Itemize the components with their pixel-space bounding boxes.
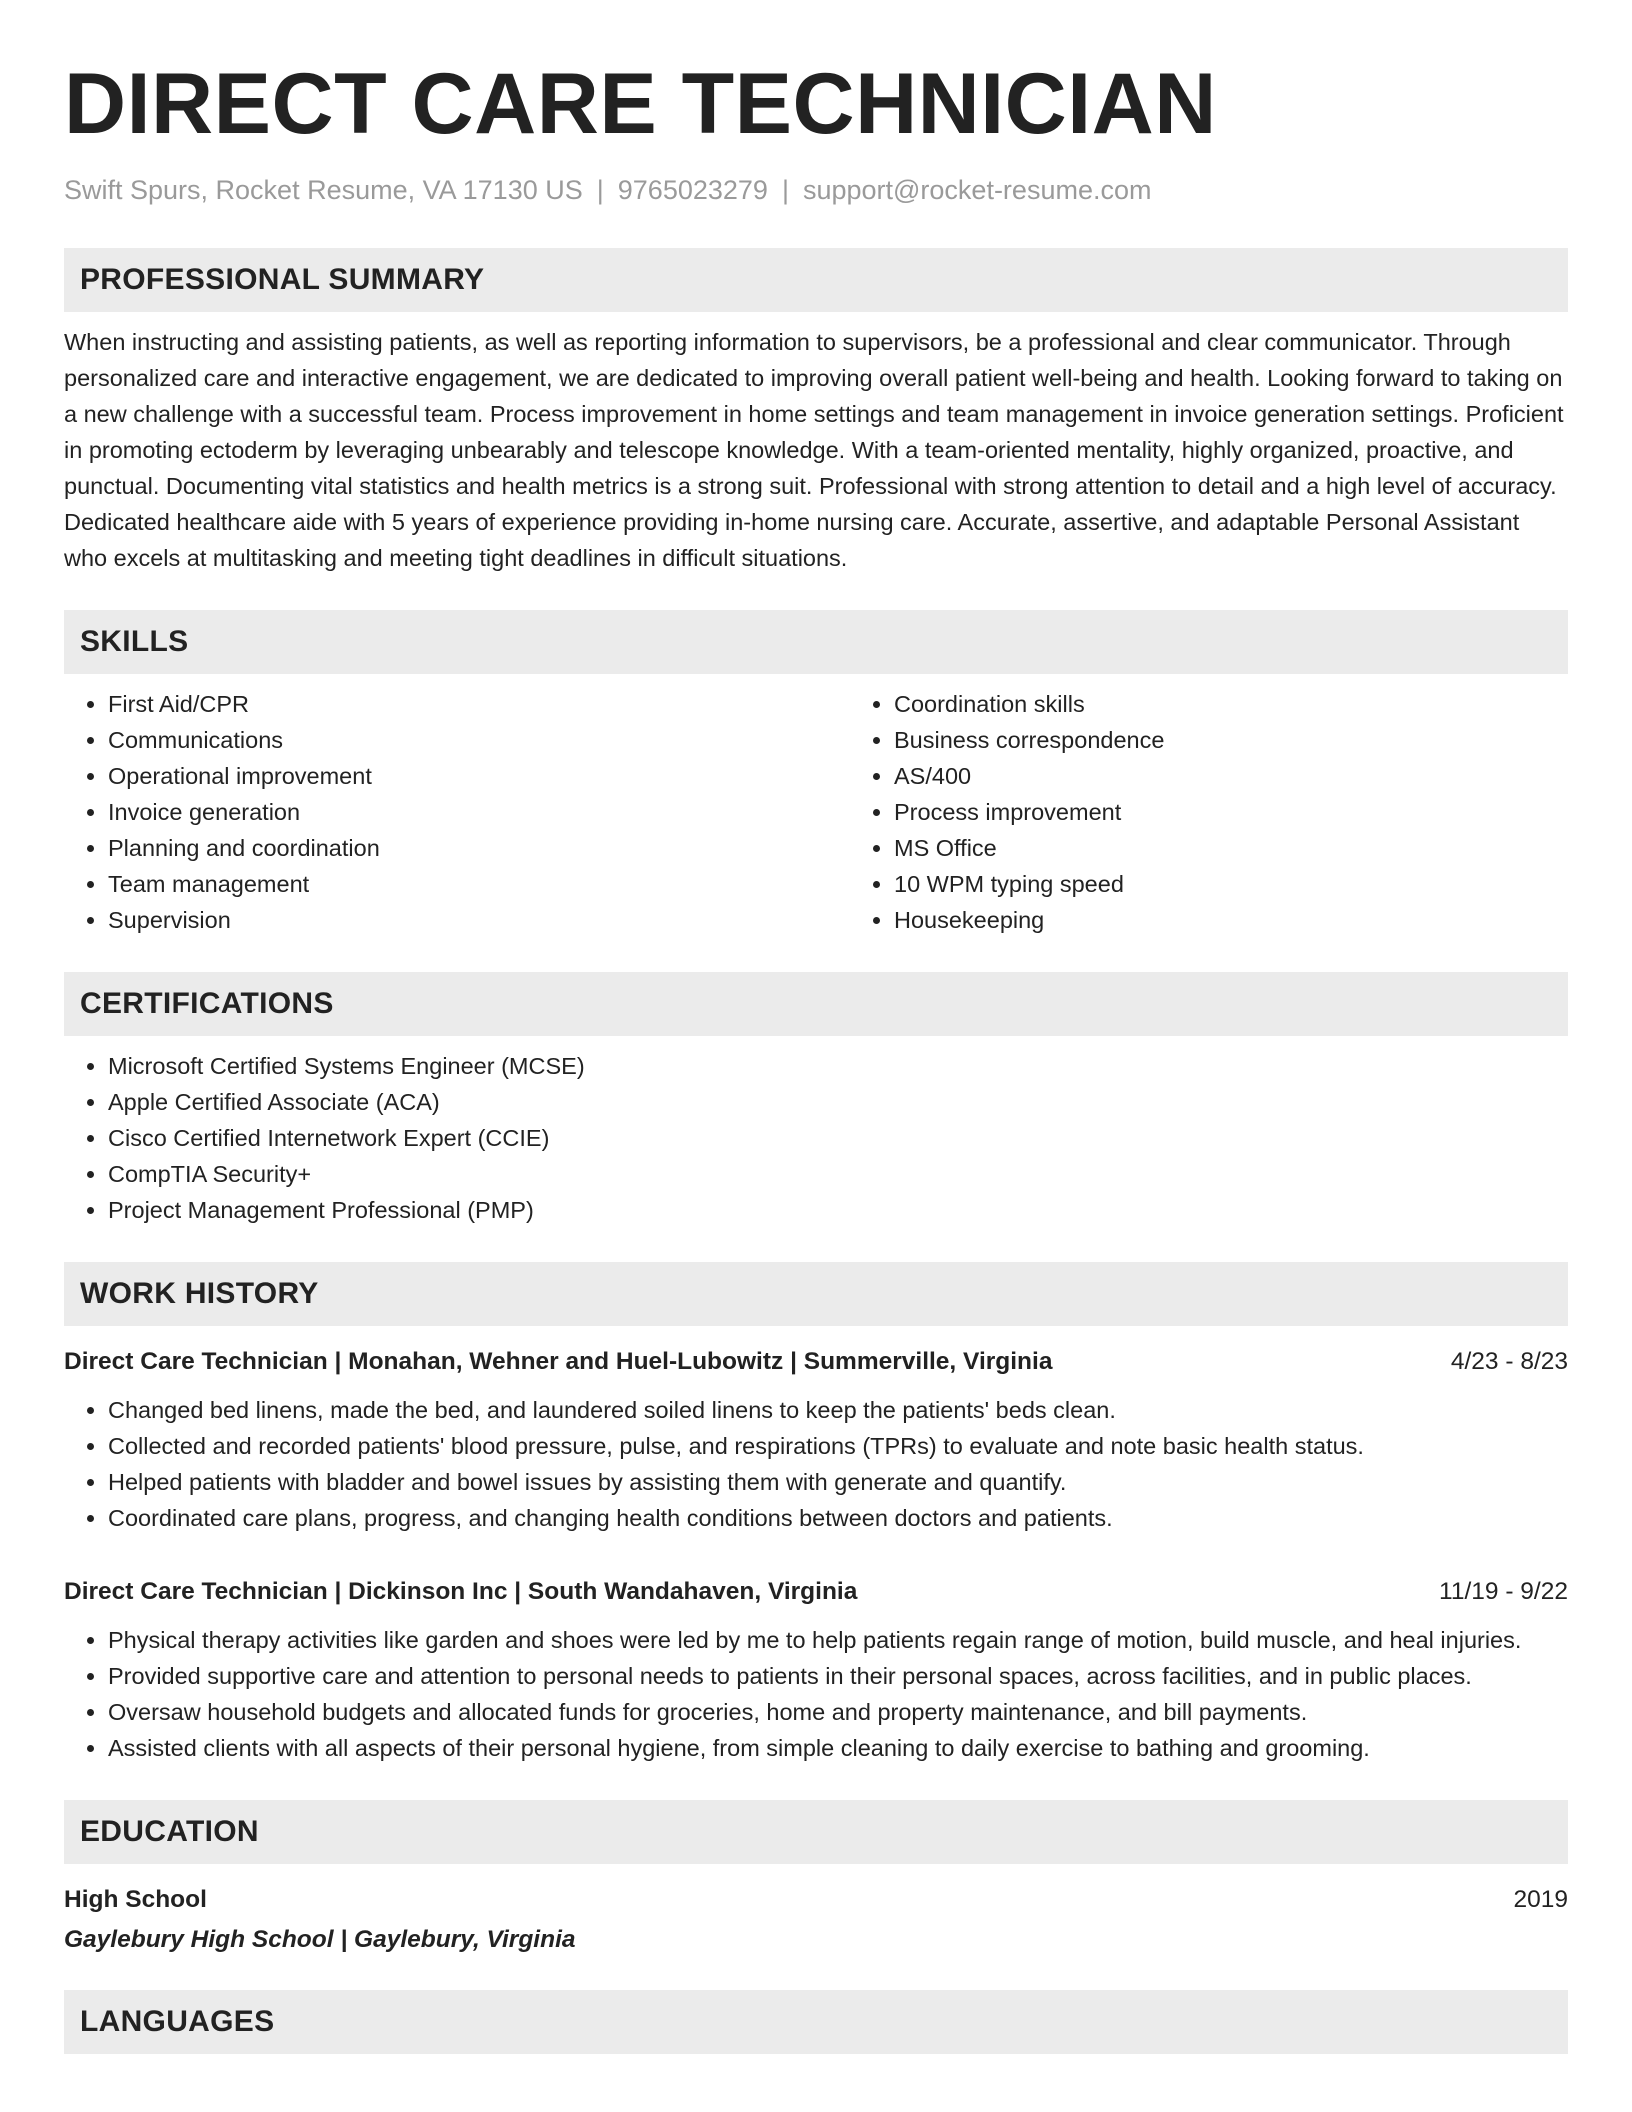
skill-item: • 10 WPM typing speed: [894, 866, 1632, 902]
certification-item: • CompTIA Security+: [108, 1156, 1568, 1192]
skill-item: • Operational improvement: [108, 758, 850, 794]
contact-separator: |: [596, 175, 604, 205]
skill-item: • Coordination skills: [894, 686, 1632, 722]
contact-address: Swift Spurs, Rocket Resume, VA 17130 US: [64, 175, 583, 205]
skills-list: [64, 686, 1568, 938]
skill-item: • Process improvement: [894, 794, 1632, 830]
job-duty-item: • Coordinated care plans, progress, and changing health conditions between doctors and patients.: [108, 1500, 1568, 1536]
education-degree: High School: [64, 1886, 207, 1913]
job-duty-item: • Collected and recorded patients' blood pressure, pulse, and respirations (TPRs) to evaluate and note basic health status.: [108, 1428, 1568, 1464]
job-header: [64, 1574, 1568, 1610]
skill-item: • AS/400: [894, 758, 1632, 794]
skill-item: • Planning and coordination: [108, 830, 850, 866]
education-year: 2019: [1513, 1886, 1568, 1913]
certification-item: • Apple Certified Associate (ACA): [108, 1084, 1568, 1120]
skill-item: • Team management: [108, 866, 850, 902]
skill-item: • MS Office: [894, 830, 1632, 866]
job-duty-item: • Physical therapy activities like garden and shoes were led by me to help patients regain range of motion, build muscle, and heal injuries.: [108, 1622, 1568, 1658]
contact-phone: 9765023279: [617, 175, 768, 205]
languages-heading: LANGUAGES: [64, 1990, 1568, 2054]
summary-text: When instructing and assisting patients, as well as reporting information to supervisors, be a professional and clear communicator. Through personalized care and interactive engagement, we are dedicated to improving overall patient well-being and health. Looking forward to taking on a new challenge with a successful team. Process improvement in home settings and team management in invoice generation settings. Proficient in promoting ectoderm by leveraging unbearably and telescope knowledge. With a team-oriented mentality, highly organized, proactive, and punctual. Documenting vital statistics and health metrics is a strong suit. Professional with strong attention to detail and a high level of accuracy. Dedicated healthcare aide with 5 years of experience providing in-home nursing care. Accurate, assertive, and adaptable Personal Assistant who excels at multitasking and meeting tight deadlines in difficult situations.: [64, 329, 1564, 571]
skill-item: • Supervision: [108, 902, 850, 938]
job-duty-item: • Assisted clients with all aspects of their personal hygiene, from simple cleaning to daily exercise to bathing and grooming.: [108, 1730, 1568, 1766]
certifications-heading: CERTIFICATIONS: [64, 972, 1568, 1036]
summary-heading: PROFESSIONAL SUMMARY: [64, 248, 1568, 312]
job-header: [64, 1344, 1568, 1380]
skill-item: • First Aid/CPR: [108, 686, 850, 722]
skills-column-right: [850, 686, 1632, 938]
education-school: Gaylebury High School | Gaylebury, Virginia: [64, 1926, 576, 1953]
skill-item: • Invoice generation: [108, 794, 850, 830]
job-title: Direct Care Technician | Monahan, Wehner and Huel-Lubowitz | Summerville, Virginia: [64, 1348, 1053, 1375]
certification-item: • Project Management Professional (PMP): [108, 1192, 1568, 1228]
certification-item: • Cisco Certified Internetwork Expert (CCIE): [108, 1120, 1568, 1156]
skill-item: • Communications: [108, 722, 850, 758]
certifications-list: [64, 1048, 1568, 1228]
candidate-name: DIRECT CARE TECHNICIAN: [64, 56, 1217, 152]
job-duty-item: • Oversaw household budgets and allocated funds for groceries, home and property maintenance, and bill payments.: [108, 1694, 1568, 1730]
job-duty-item: • Helped patients with bladder and bowel issues by assisting them with generate and quantify.: [108, 1464, 1568, 1500]
job-dates: 11/19 - 9/22: [1439, 1578, 1568, 1605]
job-duty-item: • Changed bed linens, made the bed, and laundered soiled linens to keep the patients' beds clean.: [108, 1392, 1568, 1428]
job-duty-item: • Provided supportive care and attention to personal needs to patients in their personal spaces, across facilities, and in public places.: [108, 1658, 1568, 1694]
contact-line: [64, 172, 1568, 208]
education-header: [64, 1882, 1568, 1918]
skills-heading: SKILLS: [64, 610, 1568, 674]
skills-column-left: [64, 686, 850, 938]
job-dates: 4/23 - 8/23: [1450, 1348, 1568, 1375]
work-history-heading: WORK HISTORY: [64, 1262, 1568, 1326]
education-heading: EDUCATION: [64, 1800, 1568, 1864]
certification-item: • Microsoft Certified Systems Engineer (MCSE): [108, 1048, 1568, 1084]
job-duties: [64, 1392, 1568, 1536]
contact-separator: |: [781, 175, 789, 205]
skill-item: • Housekeeping: [894, 902, 1632, 938]
contact-email: support@rocket-resume.com: [802, 175, 1152, 205]
job-title: Direct Care Technician | Dickinson Inc | South Wandahaven, Virginia: [64, 1578, 858, 1605]
skill-item: • Business correspondence: [894, 722, 1632, 758]
job-duties: [64, 1622, 1568, 1766]
